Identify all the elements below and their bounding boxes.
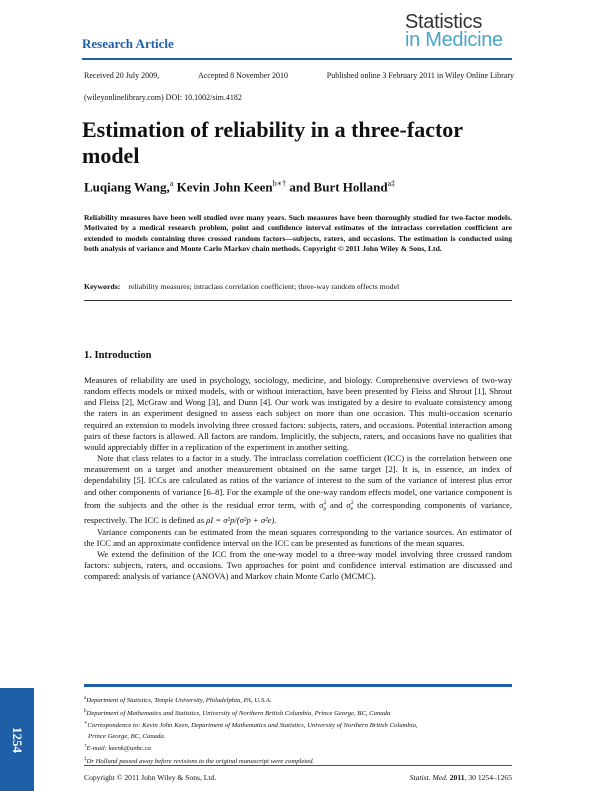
paragraph-2: Note that class relates to a factor in a study. The intraclass correlation coefficient (ICC) is the correlation between one measurement on a target and another measurement obtained on the same target [2]. It is, in essence, an index of dependability [5]. ICCs are calculated as ratios of the variance of interest to the sum of the variance of interest plus error and other components of variance [6–8]. For the example of the one-way random effects model, one variance component is from the subjects and the other is the residual error term, with $\sigma^2_p$ and $\sigma^2_e$ the corresponding components of variance, respectively. The ICC is defined as ρI = σ²p/(σ²p + σ²e). — [84, 453, 512, 526]
keywords — [84, 282, 512, 291]
copyright-notice: Copyright © 2011 John Wiley & Sons, Ltd. — [84, 773, 217, 782]
keywords-rule — [84, 300, 512, 301]
received-date: Received 20 July 2009, — [84, 71, 160, 80]
footnote-rule — [84, 684, 512, 687]
paragraph-3: Variance components can be estimated from the mean squares corresponding to the variance sources. An estimator of the ICC and an approximate confidence interval on the ICC can be presented as functions of the mean squares. — [84, 526, 512, 548]
footnotes — [84, 694, 512, 768]
dates-line — [84, 71, 514, 80]
paragraph-1: Measures of reliability are used in psychology, sociology, medicine, and biology. Comprehensive overviews of two-way random effects models or mixed models, with or without interaction, have been presented by Fleiss and Shrout [1], Shrout and Fleiss [2], McGraw and Wong [3], and Dunn [4]. Our work was instigated by a desire to evaluate consistency among the raters in an experiment designed to assess each subject on more than one occasion. This multi-occasion scenario required an extension to models involving three crossed factors: subjects, raters, and occasions. Potential interaction among pairs of these factors is allowed. All factors are random. Implicitly, the subjects, raters, and occasions have no qualities that would appreciably differ in a replication of the experiment in another setting. — [84, 375, 512, 452]
keywords-text: reliability measures; intraclass correlation coefficient; three-way random effects model — [128, 282, 400, 291]
paragraph-4: We extend the definition of the ICC from the one-way model to a three-way model involving three crossed random factors: subjects, raters, and occasions. Two approaches for point and confidence interval estimation are discussed and compared: analysis of variance (ANOVA) and Markov chain Monte Carlo (MCMC). — [84, 548, 512, 582]
author-3: and Burt Holland — [289, 179, 388, 195]
article-title: Estimation of reliability in a three-factor model — [82, 117, 463, 168]
published-date: Published online 3 February 2011 in Wiley Online Library — [326, 71, 514, 80]
doi-line: (wileyonlinelibrary.com) DOI: 10.1002/sim.4182 — [84, 93, 242, 102]
footnote-b: $^b$Department of Mathematics and Statistics, University of Northern British Columbia, Prince George, BC, Canada — [84, 708, 391, 717]
journal-logo-line2: in Medicine — [405, 29, 503, 51]
body-text — [84, 375, 512, 582]
author-2-affil: b∗† — [272, 179, 287, 188]
footnote-holland: ‡Dr Holland passed away before revisions to the original manuscript were completed. — [84, 756, 315, 766]
abstract: Reliability measures have been well studied over many years. Such measures have been thoroughly studied for two-factor models. Motivated by a medical research problem, point and confidence interval estimates of the intraclass correlation coefficient are extended to models containing three crossed random factors—subjects, raters, and occasions. The estimation is conducted using both analysis of variance and Monte Carlo Markov chain methods. Copyright © 2011 John Wiley & Sons, Ltd. — [84, 213, 512, 254]
journal-logo-line1: Statistics — [405, 11, 483, 33]
footnote-a: $^a$Department of Statistics, Temple University, Philadelphia, PA, U.S.A. — [84, 696, 272, 705]
footnote-correspondence-cont: Prince George, BC, Canada. — [88, 732, 166, 740]
footer-rule — [84, 765, 512, 766]
accepted-date: Accepted 8 November 2010 — [197, 71, 288, 80]
author-3-affil: a‡ — [387, 179, 396, 188]
page-number: 1254 — [10, 726, 25, 753]
author-1: Luqiang Wang, — [84, 179, 170, 195]
footnote-correspondence: ∗Correspondence to: Kevin John Keen, Department of Mathematics and Statistics, University of Northern British Columbia, — [84, 721, 418, 730]
author-1-affil: a — [169, 179, 174, 188]
journal-logo — [405, 13, 503, 49]
author-list — [84, 179, 395, 195]
icc-formula: ρI = σ²p/(σ²p + σ²e). — [206, 515, 277, 526]
keywords-label: Keywords: — [84, 282, 121, 291]
article-type-label: Research Article — [82, 36, 174, 51]
author-2: Kevin John Keen — [176, 179, 273, 195]
citation: Statist. Med. 2011, 30 1254–1265 — [409, 773, 512, 782]
section-heading: 1. Introduction — [84, 350, 152, 361]
footnote-email: †E-mail: keenk@unbc.ca — [84, 744, 151, 753]
header-rule — [82, 58, 512, 60]
